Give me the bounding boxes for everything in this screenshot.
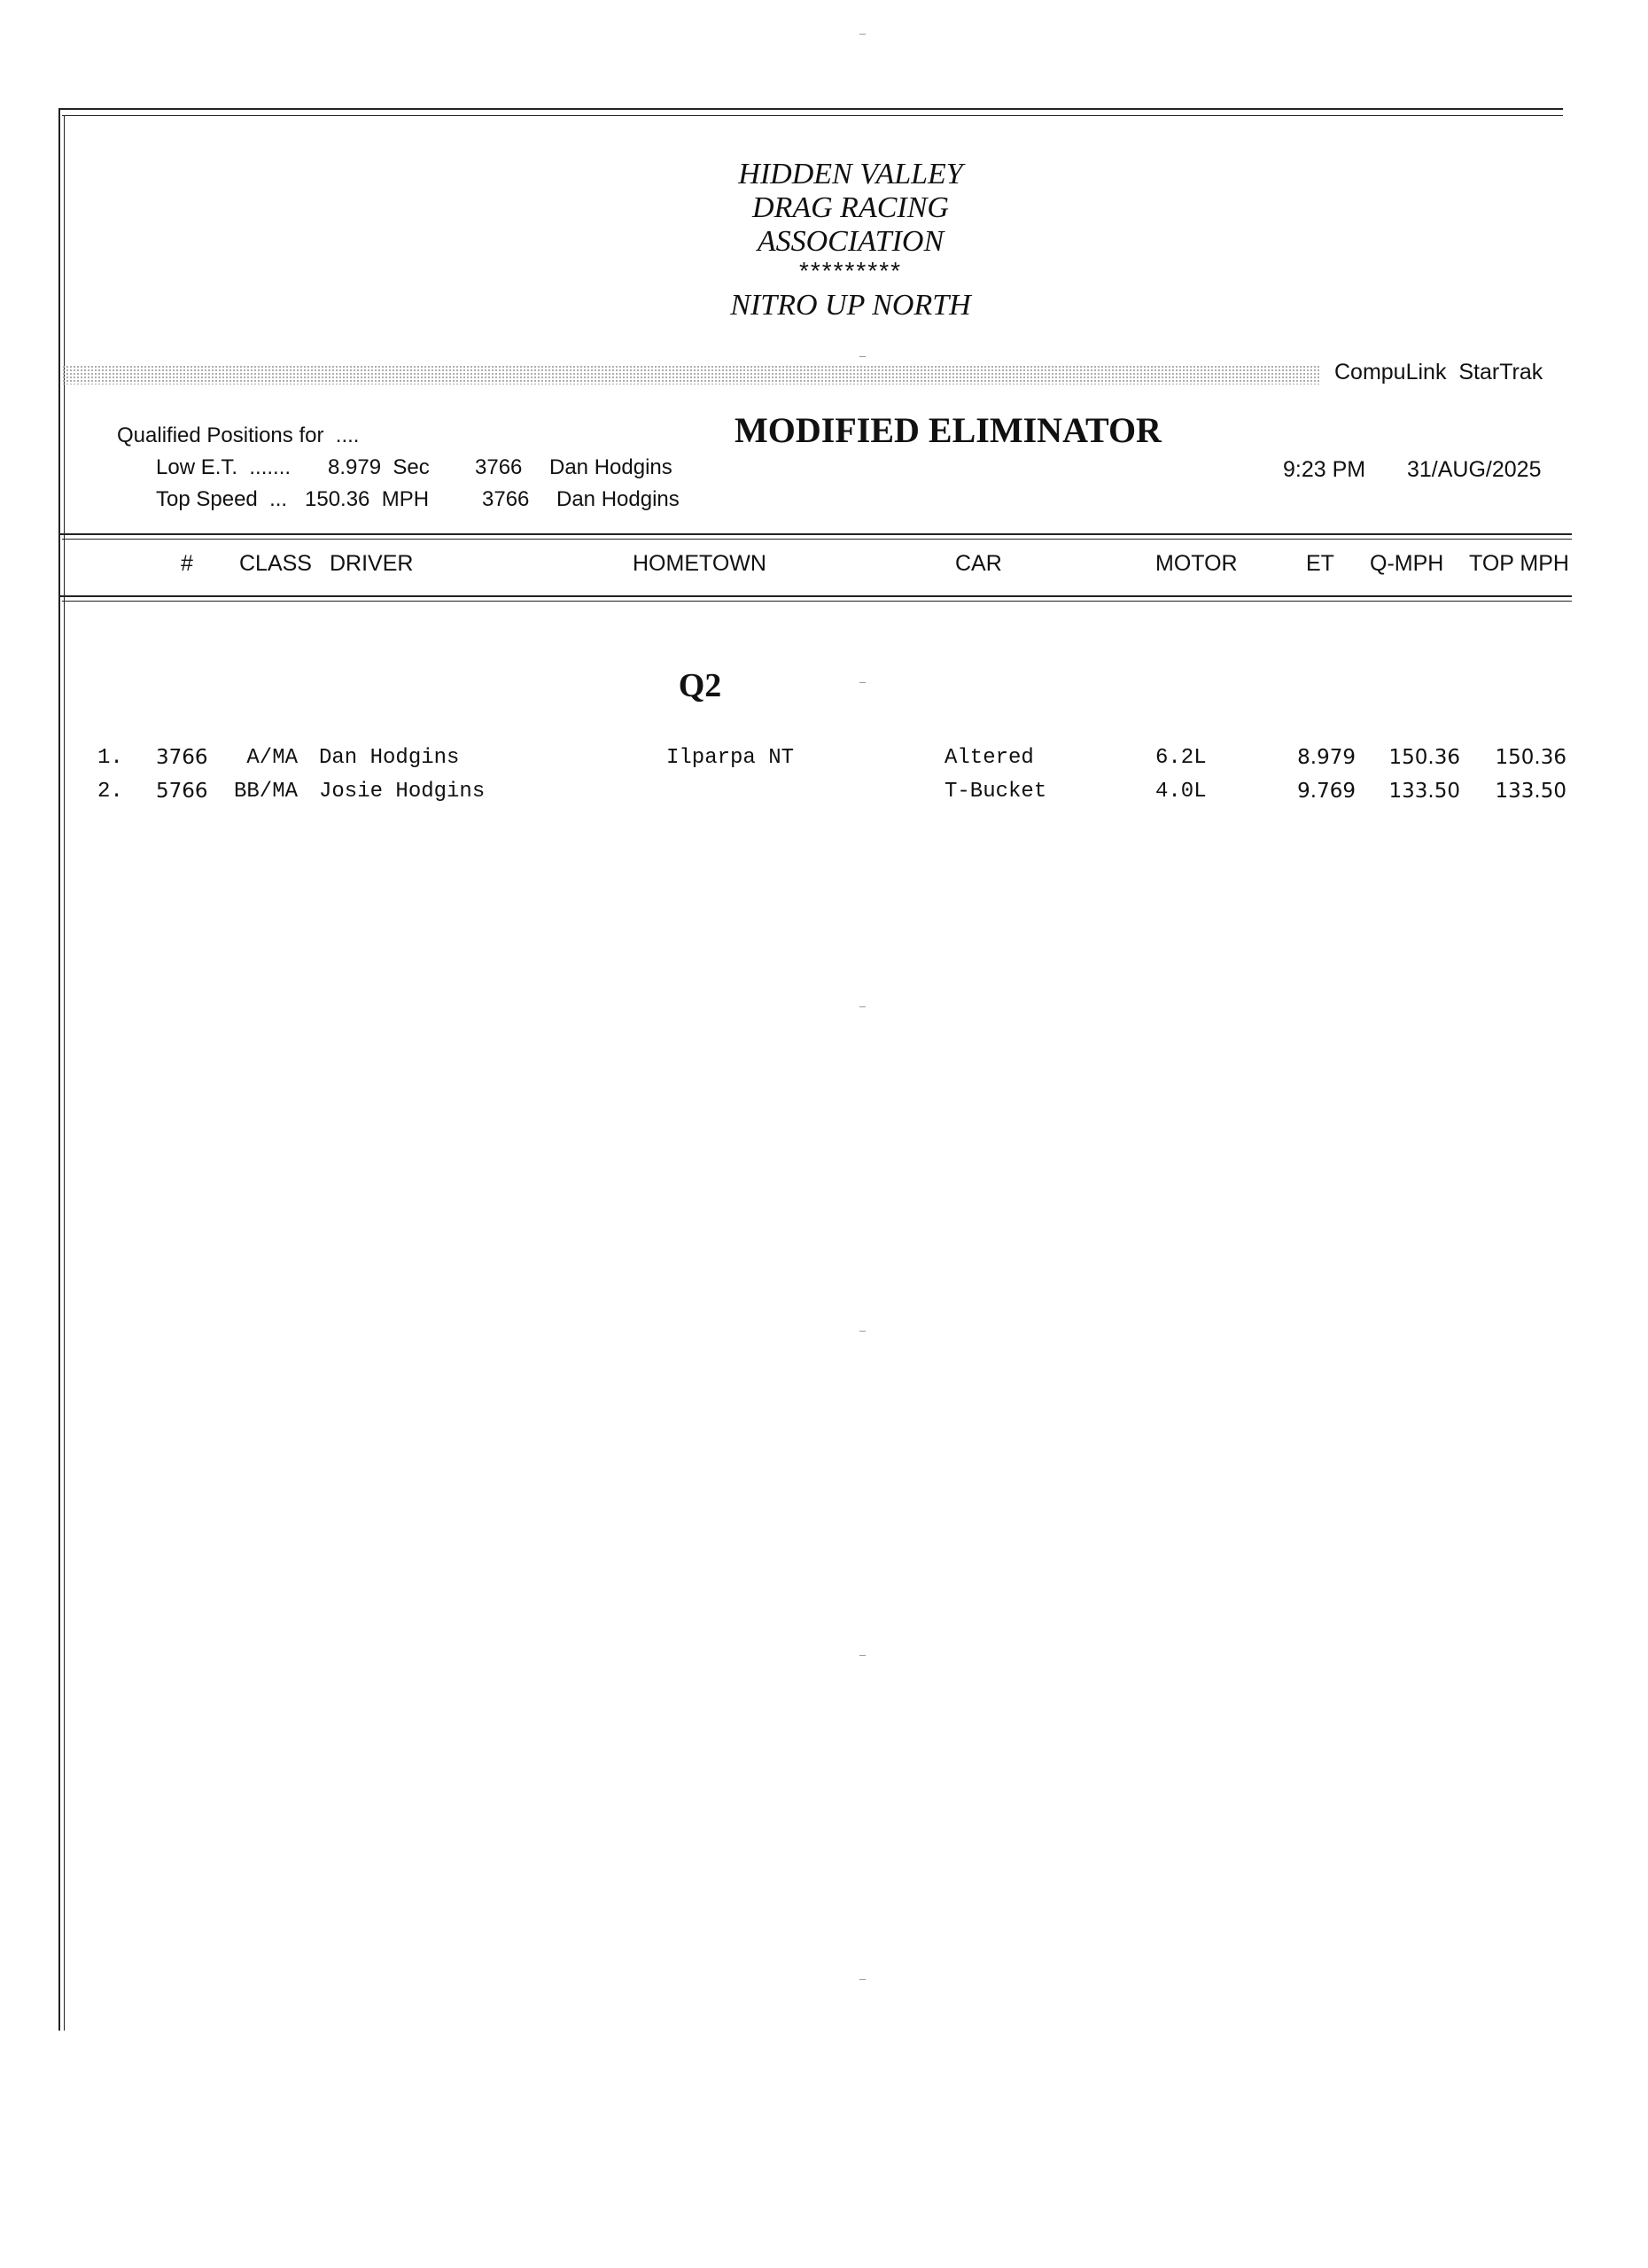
dotted-band xyxy=(62,365,1320,384)
scan-mark xyxy=(859,356,866,357)
report-time: 9:23 PM xyxy=(1283,457,1366,482)
association-line2: DRAG RACING xyxy=(752,191,949,224)
col-num: # xyxy=(181,551,193,576)
header-rule-bottom xyxy=(58,595,1572,597)
row-class: A/MA xyxy=(246,746,298,770)
left-border-inner xyxy=(64,115,65,2031)
top-border-inner xyxy=(62,115,1563,116)
row-et: 9.769 xyxy=(1297,780,1356,803)
col-car: CAR xyxy=(955,551,1002,576)
col-hometown: HOMETOWN xyxy=(633,551,766,576)
brand-label: CompuLink StarTrak xyxy=(1334,360,1543,384)
top-speed-driver: Dan Hodgins xyxy=(556,487,680,511)
row-qmph: 133.50 xyxy=(1388,780,1460,803)
header-rule-top-2 xyxy=(62,539,1572,540)
col-motor: MOTOR xyxy=(1155,551,1238,576)
scan-mark xyxy=(859,1655,866,1656)
row-topmph: 133.50 xyxy=(1495,780,1566,803)
row-car: T-Bucket xyxy=(944,780,1047,804)
scan-mark xyxy=(859,1979,866,1980)
row-pos: 2. xyxy=(97,780,123,804)
header-rule-bottom-2 xyxy=(62,601,1572,602)
session-label: Q2 xyxy=(678,667,722,704)
top-speed-number: 3766 xyxy=(482,487,530,511)
col-topmph: TOP MPH xyxy=(1469,551,1569,576)
row-driver: Josie Hodgins xyxy=(319,780,486,804)
row-number: 3766 xyxy=(156,746,208,769)
row-pos: 1. xyxy=(97,746,123,770)
col-class: CLASS xyxy=(239,551,312,576)
row-et: 8.979 xyxy=(1297,746,1356,769)
association-line3: ASSOCIATION xyxy=(757,225,944,258)
row-motor: 4.0L xyxy=(1155,780,1207,804)
association-stars: ********* xyxy=(798,257,903,284)
top-border xyxy=(58,108,1563,110)
left-border xyxy=(58,108,60,2031)
row-motor: 6.2L xyxy=(1155,746,1207,770)
scan-mark xyxy=(859,34,866,35)
col-qmph: Q-MPH xyxy=(1370,551,1444,576)
low-et-number: 3766 xyxy=(475,455,523,479)
col-et: ET xyxy=(1306,551,1334,576)
event-name: NITRO UP NORTH xyxy=(730,289,971,322)
scan-mark xyxy=(859,682,866,683)
qualified-label: Qualified Positions for .... xyxy=(117,423,360,447)
scan-mark xyxy=(859,1006,866,1007)
row-qmph: 150.36 xyxy=(1388,746,1460,769)
top-speed-label: Top Speed ... xyxy=(156,487,288,511)
low-et-label: Low E.T. ....... xyxy=(156,455,292,479)
header-rule-top xyxy=(58,533,1572,535)
eliminator-title: MODIFIED ELIMINATOR xyxy=(735,410,1162,450)
low-et-driver: Dan Hodgins xyxy=(549,455,672,479)
row-hometown: Ilparpa NT xyxy=(666,746,795,770)
row-number: 5766 xyxy=(156,780,208,803)
col-driver: DRIVER xyxy=(330,551,414,576)
scan-mark xyxy=(859,1331,866,1332)
low-et-value: 8.979 Sec xyxy=(328,455,430,479)
row-class: BB/MA xyxy=(233,780,298,804)
row-car: Altered xyxy=(944,746,1034,770)
association-line1: HIDDEN VALLEY xyxy=(738,158,963,190)
top-speed-value: 150.36 MPH xyxy=(305,487,430,511)
report-date: 31/AUG/2025 xyxy=(1407,457,1542,482)
row-driver: Dan Hodgins xyxy=(319,746,460,770)
row-topmph: 150.36 xyxy=(1495,746,1566,769)
